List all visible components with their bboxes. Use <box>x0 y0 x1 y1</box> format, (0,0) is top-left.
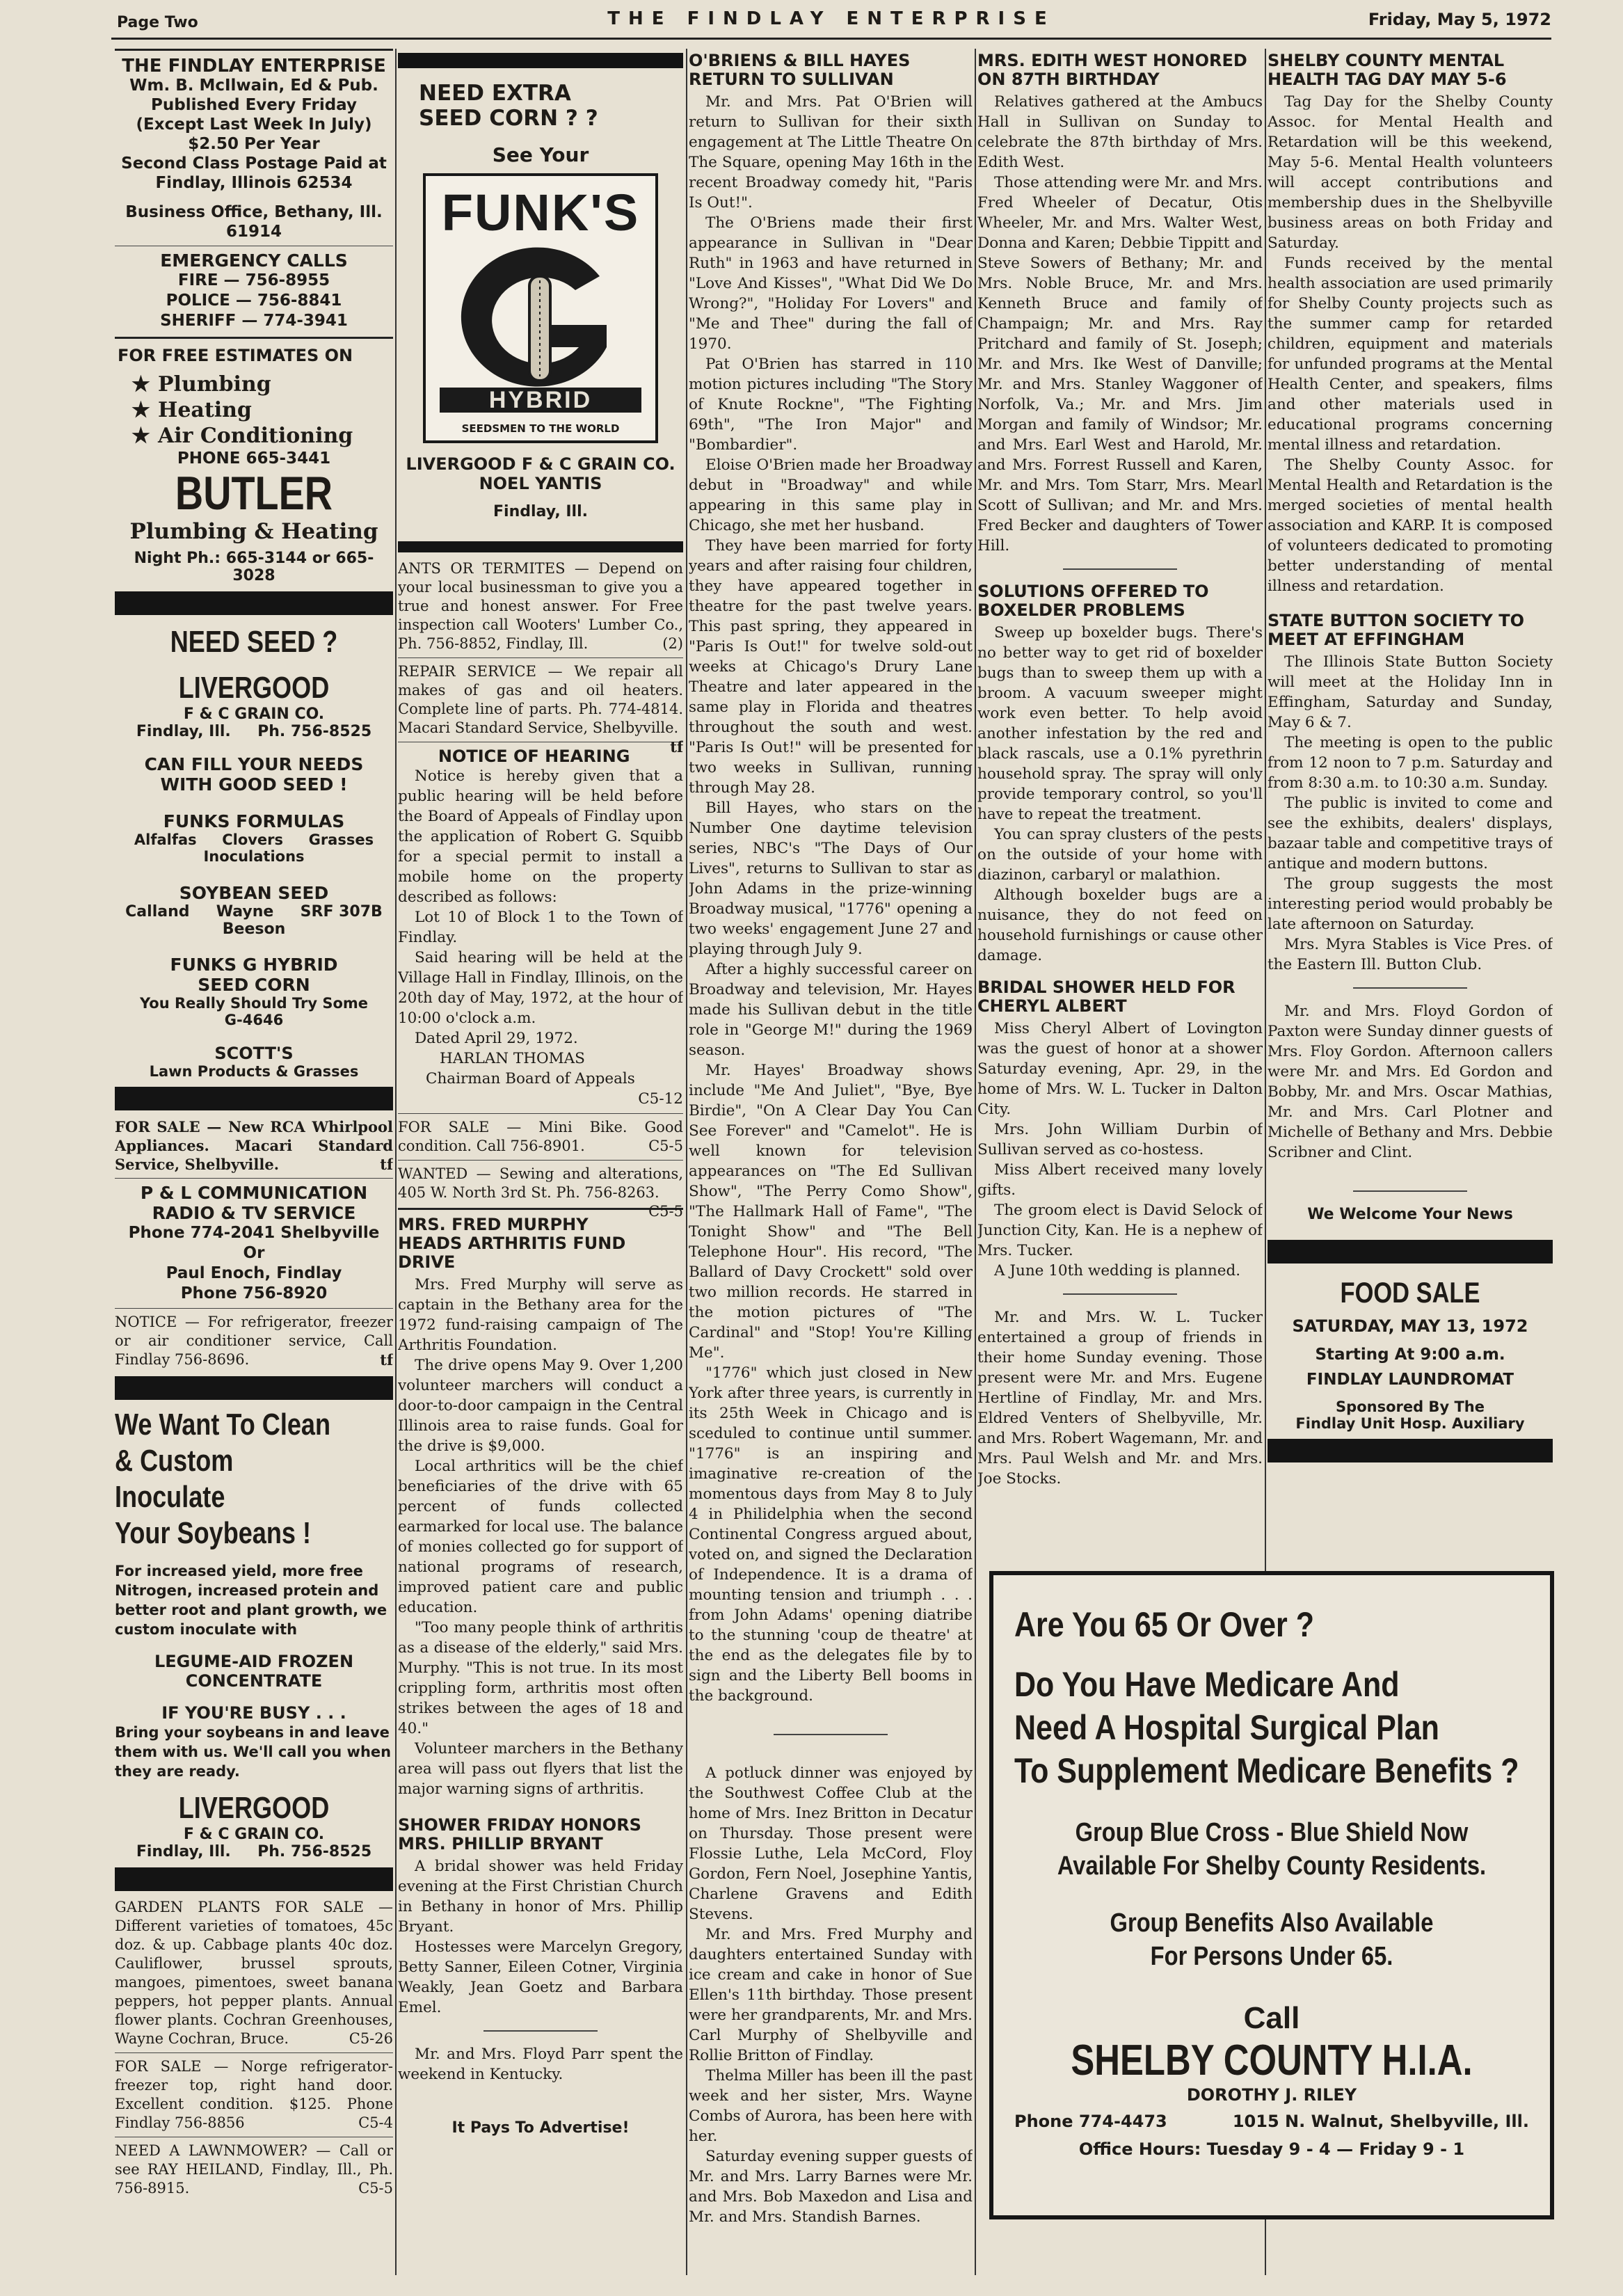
butler-item: ★ Heating <box>131 398 252 422</box>
funk-seed-ad <box>398 81 683 520</box>
article-paragraph: Although boxelder bugs are a nuisance, they do not feed on household furnishings or cause other damage. <box>977 886 1263 964</box>
funk-dealer: LIVERGOOD F & C GRAIN CO. <box>406 454 675 474</box>
star-icon: ★ <box>131 424 150 448</box>
funk-ad-headline-1: NEED EXTRA <box>419 81 571 106</box>
hia-headline-1: Are You 65 Or Over ? <box>1014 1605 1314 1644</box>
arthritis-headline: MRS. FRED MURPHY HEADS ARTHRITIS FUND DRIVE <box>398 1215 626 1272</box>
funks-seed-corn: SEED CORN <box>198 975 310 995</box>
emergency-title: EMERGENCY CALLS <box>160 250 348 271</box>
hearing-title: NOTICE OF HEARING <box>438 747 630 766</box>
hia-headline-2: Do You Have Medicare And <box>1014 1665 1400 1704</box>
funks-logo-text: FUNK'S <box>441 184 640 241</box>
article-paragraph: Those attending were Mr. and Mrs. Fred Wheeler of Decatur, Otis Wheeler, Mr. and Mrs. Walter West, Donna and Karen; Debbie Tippitt and Steve Sowers of Bethany; Mr. and Mrs. Noble Bruce, Mr. and Mrs. Kenneth Bruce and family of Champaign; Mr. and Mrs. Ray Pritchard and family of St. Joseph; Mr. and Mrs. Ike West of Danville; Mr. and Mrs. Stanley Waggoner of Norfolk, Va.; Mr. and Mrs. Jim Morgan and family of Windsor; Mr. and Mrs. Earl West and Harold, Mr. and Mrs. Forrest Russell and Karen, Mr. and Mrs. Tom Starr, Mrs. Mearl Scott of Sullivan; and Mr. and Mrs. Fred Becker and daughters of Tower Hill. <box>977 174 1263 555</box>
boxelder-headline: SOLUTIONS OFFERED TO BOXELDER PROBLEMS <box>977 582 1209 620</box>
butler-name: BUTLER <box>175 467 333 520</box>
article-paragraph: Eloise O'Brien made her Broadway debut in "Broadway" and while appearing in this same play in Chicago, she met her husband. <box>689 456 973 534</box>
police-number: POLICE — 756-8841 <box>166 292 342 310</box>
butler-phone: PHONE 665-3441 <box>177 449 331 468</box>
tag-day-article <box>1268 51 1553 596</box>
funks-g-logo <box>423 173 658 443</box>
article-paragraph: The public is invited to come and see the exhibits, dealers' displays, bazaar table and competitive trays of antique and modern buttons. <box>1268 795 1553 872</box>
food-sale-time: Starting At 9:00 a.m. <box>1315 1346 1505 1364</box>
classified-termites: ANTS OR TERMITES — Depend on your local businessman to give you a true and honest answer. For Free inspection call Wooters' Lumber Co., Ph. 756-8852, Findlay, Ill. (2) <box>398 560 683 652</box>
article-paragraph: The O'Briens made their first appearance in Sullivan in "Dear Ruth" in 1963 and have returned in "Love And Kisses", "What Did We Do Wrong?", "Holiday For Lovers" and "Me and Thee" during the fall of 1970. <box>689 214 973 353</box>
seed-co: F & C GRAIN CO. <box>183 705 325 723</box>
arthritis-article <box>398 1215 683 1799</box>
publication-schedule: Published Every Friday <box>151 96 357 114</box>
article-paragraph: A bridal shower was held Friday evening at the First Christian Church in Bethany in honor of Mrs. Phillip Bryant. <box>398 1858 683 1936</box>
soybean-inoculate-ad <box>115 1407 393 1860</box>
west-headline: MRS. EDITH WEST HONORED ON 87TH BIRTHDAY <box>977 51 1247 89</box>
pl-communication-ad <box>115 1183 393 1304</box>
business-office: Business Office, Bethany, Ill. 61914 <box>125 203 383 241</box>
column-2 <box>398 49 683 2282</box>
tucker-item: Mr. and Mrs. W. L. Tucker entertained a group of friends in their home Sunday evening. Those present were Mr. and Mrs. Eugene Hertline of Findlay, Mr. and Mrs. Eldred Venters of Shelbyville, Mr. and Mrs. Robert Wagemann, Mr. and Mrs. Paul Welsh and Mr. and Mrs. Joe Stocks. <box>977 1309 1263 1488</box>
classified-repair: REPAIR SERVICE — We repair all makes of gas and oil heaters. Complete line of parts. Ph. 774-4814. Macari Standard Service, Shelbyville. tf <box>398 663 683 756</box>
pl-phone-1: Phone 774-2041 Shelbyville <box>128 1224 380 1242</box>
west-birthday-article <box>977 51 1263 556</box>
seed-fill-2: WITH GOOD SEED ! <box>160 774 348 795</box>
editors: Wm. B. McIlwain, Ed & Pub. <box>129 77 378 95</box>
funks-g-icon <box>443 236 638 403</box>
seed-title: NEED SEED ? <box>170 625 338 659</box>
article-paragraph: Funds received by the mental health association are used primarily for Shelby County projects such as the summer camp for retarded children, equipment and materials for unfunded programs at the Mental Health Center, and speakers, films and other materials used in educational programs concerning mental illness and retardation. <box>1268 255 1553 454</box>
article-paragraph: Mr. and Mrs. Pat O'Brien will return to Sullivan for their sixth engagement at The Little Theatre On The Square, opening May 16th in the recent Broadway comedy hit, "Paris Is Out!". <box>689 93 973 212</box>
article-paragraph: Miss Albert received many lovely gifts. <box>977 1161 1263 1199</box>
article-paragraph: Local arthritics will be the chief beneficiaries of the drive with 65 percent of funds collected earmarked for local use. The balance of monies collected go for support of national programs of research, improved patient care and public education. <box>398 1458 683 1616</box>
divider-bar <box>115 591 393 615</box>
article-paragraph: The Shelby County Assoc. for Mental Health and Retardation is the merged societies of mental health association and KARP. It is composed of volunteers dedicated to promoting better understanding of mental illness and retardation. <box>1268 456 1553 595</box>
boxelder-article <box>977 582 1263 966</box>
issue-date: Friday, May 5, 1972 <box>1368 10 1551 29</box>
hearing-date: Dated April 29, 1972. <box>415 1030 578 1047</box>
funk-ad-see-your: See Your <box>492 143 589 166</box>
article-paragraph: The meeting is open to the public from 12 noon to 7 p.m. Saturday and from 8:30 a.m. to 10:30 a.m. Sunday. <box>1268 734 1553 792</box>
article-paragraph: Mrs. John William Durbin of Sullivan served as co-hostess. <box>977 1121 1263 1158</box>
column-1 <box>115 49 393 2282</box>
scotts: SCOTT'S <box>214 1044 294 1063</box>
classified-rca: FOR SALE — New RCA Whirlpool Appliances. Macari Standard Service, Shelbyville. tf <box>115 1118 393 1173</box>
butler-intro: FOR FREE ESTIMATES ON <box>118 346 353 365</box>
bryant-headline: SHOWER FRIDAY HONORS MRS. PHILLIP BRYANT <box>398 1815 641 1853</box>
funks-hybrid: FUNKS G HYBRID <box>170 955 338 975</box>
hearing-signature-title: Chairman Board of Appeals <box>426 1070 635 1087</box>
tag-day-headline: SHELBY COUNTY MENTAL HEALTH TAG DAY MAY 5-6 <box>1268 51 1507 89</box>
funks-try-some: You Really Should Try Some <box>140 995 368 1012</box>
obrien-article <box>689 51 973 1706</box>
notice-of-hearing <box>398 747 683 1109</box>
article-paragraph: Tag Day for the Shelby County Assoc. for Mental Health and Retardation will be this weekend, May 5-6. Mental Health volunteers will accept contributions and membership dues in the Shelbyville business areas on both Friday and Saturday. <box>1268 93 1553 252</box>
welcome-news: We Welcome Your News <box>1307 1206 1513 1223</box>
food-sale-place: FINDLAY LAUNDROMAT <box>1306 1371 1514 1389</box>
hia-ad <box>989 1571 1554 2219</box>
butler-night-phone: Night Ph.: 665-3144 or 665-3028 <box>134 550 374 584</box>
funks-variety: G-4646 <box>224 1012 284 1028</box>
seed-formulas: FUNKS FORMULAS <box>163 811 345 831</box>
funks-slogan: SEEDSMEN TO THE WORLD <box>461 422 620 435</box>
article-paragraph: "Too many people think of arthritis as a disease of the elderly," said Mrs. Murphy. "This is not true. In its most crippling form, arthritis most often strikes between the ages of 18 and 40." <box>398 1619 683 1737</box>
button-society-article <box>1268 612 1553 975</box>
funks-hybrid-band: HYBRID <box>440 388 641 413</box>
soy-ad-headline-1: We Want To Clean <box>115 1408 331 1442</box>
divider-bar <box>398 53 683 68</box>
hia-hours: Office Hours: Tuesday 9 - 4 — Friday 9 - 1 <box>1078 2139 1465 2159</box>
seed-company: LIVERGOOD <box>178 671 330 705</box>
star-icon: ★ <box>131 398 150 422</box>
funk-ad-headline-2: SEED CORN ? ? <box>419 106 598 131</box>
divider-bar <box>115 1087 393 1110</box>
hearing-signature: HARLAN THOMAS <box>440 1050 585 1067</box>
albert-headline: BRIDAL SHOWER HELD FOR CHERYL ALBERT <box>977 978 1236 1016</box>
bryant-shower-article <box>398 1816 683 2018</box>
star-icon: ★ <box>131 372 150 397</box>
classified-minibike: FOR SALE — Mini Bike. Good condition. Call 756-8901. C5-5 <box>398 1119 683 1154</box>
seed-phone: Findlay, Ill. Ph. 756-8525 <box>136 723 372 740</box>
article-paragraph: They have been married for forty years and after raising four children, they have appeared together in theatre for the past twelve years. This past spring, they appeared in "Paris Is Out!" for twelve sold-out weeks at Chicago's Drury Lane Theatre and later appeared in the same play in Florida and theatres throughout the south and west. "Paris Is Out!" will be presented for two weeks in Sullivan, running through May 28. <box>689 537 973 797</box>
classified-lawnmower: NEED A LAWNMOWER? — Call or see RAY HEILAND, Findlay, Ill., Ph. 756-8915. C5-5 <box>115 2142 393 2197</box>
obrien-headline: O'BRIENS & BILL HAYES RETURN TO SULLIVAN <box>689 51 911 89</box>
article-paragraph: Volunteer marchers in the Bethany area will pass out flyers that list the major warning signs of arthritis. <box>398 1740 683 1798</box>
article-paragraph: "1776" which just closed in New York after three years, is currently in its 25th Week in Chicago and is sceduled to continue until summer. "1776" is an inspiring and imaginative re-creation of the momentous days from May 8 to July 4 in Philidelphia when the second Continental Congress argued about, voted on, and signed the Declaration of Independence. It is a drama of mounting tension and triumph . . . from John Adams' opening diatribe to the stunning 'coup de theatre' at the end as the delegates file by to sign and the Liberty Bell booms in the background. <box>689 1364 973 1705</box>
soy-ad-headline-2: & Custom Inoculate <box>115 1444 234 1514</box>
hia-headline-4: To Supplement Medicare Benefits ? <box>1014 1751 1519 1790</box>
soy-ad-busy-body: Bring your soybeans in and leave them with us. We'll call you when they are ready. <box>115 1724 392 1780</box>
article-paragraph: After a highly successful career on Broadway and television, Mr. Hayes made his Sullivan debut in the title role in "George M!" during the 1969 season. <box>689 961 973 1059</box>
article-paragraph: Sweep up boxelder bugs. There's no better way to get rid of boxelder bugs than to sweep them up with a broom. A vacuum sweeper might work even better. To help avoid another infestation by the red and black rascals, use a 0.1% pyrethrin household spray. The spray will only provide temporary control, so you'll have to repeat the treatment. <box>977 624 1263 823</box>
pl-title: P & L COMMUNICATION <box>140 1183 368 1203</box>
hearing-paragraph: Notice is hereby given that a public hearing will be held before the Board of Appeals of Findlay upon the application of Robert G. Squibb for a special permit to install a mobile home on the property described as follows: <box>398 767 683 906</box>
paper-name: THE FINDLAY ENTERPRISE <box>607 8 1055 29</box>
article-paragraph: Pat O'Brien has starred in 110 motion pictures including "The Story of Knute Rockne", "The Fighting 69th", "The Iron Major" and "Bombardier". <box>689 356 973 454</box>
article-paragraph: Hostesses were Marcelyn Gregory, Betty Sanner, Eileen Cotner, Virginia Weakly, Jean Goetz and Barbara Emel. <box>398 1938 683 2016</box>
parr-item: Mr. and Mrs. Floyd Parr spent the weekend in Kentucky. <box>398 2046 683 2083</box>
emergency-box <box>115 250 393 331</box>
soybean-beeson: Beeson <box>222 920 286 938</box>
divider <box>1063 568 1177 570</box>
hia-sub-4: For Persons Under 65. <box>1150 1942 1393 1971</box>
murphy-birthday-item: Mr. and Mrs. Fred Murphy and daughters entertained Sunday with ice cream and cake in honor of Sue Ellen's 11th birthday. Those present were her grandparents, Mr. and Mrs. Carl Murphy of Shelbyville and Rollie Britton of Findlay. <box>689 1926 973 2064</box>
scotts-products: Lawn Products & Grasses <box>149 1063 359 1080</box>
soy-ad-company: LIVERGOOD <box>178 1791 330 1825</box>
hia-phone: Phone 774-4473 <box>1014 2112 1167 2131</box>
hia-call: Call <box>1243 2001 1300 2035</box>
classified-fridge-service: NOTICE — For refrigerator, freezer or air conditioner service, Call Findlay 756-8696. tf <box>115 1314 393 1369</box>
soy-ad-busy: IF YOU'RE BUSY . . . <box>161 1703 346 1723</box>
hia-name: SHELBY COUNTY H.I.A. <box>1071 2036 1473 2084</box>
soy-ad-body: For increased yield, more free Nitrogen, increased protein and better root and plant growth, we custom inoculate with <box>115 1563 387 1638</box>
publisher-box <box>115 56 393 241</box>
article-paragraph: You can spray clusters of the pests on the outside of your home with diazinon, carbaryl or malathion. <box>977 826 1263 884</box>
article-paragraph: The groom elect is David Selock of Junction City, Kan. He is a nephew of Mrs. Tucker. <box>977 1202 1263 1259</box>
butler-item: ★ Air Conditioning <box>131 424 353 448</box>
soy-ad-headline-3: Your Soybeans ! <box>115 1516 312 1550</box>
divider <box>1063 1293 1177 1295</box>
advertise-slogan: It Pays To Advertise! <box>451 2119 630 2137</box>
livergood-seed-ad <box>115 625 393 1080</box>
article-paragraph: The Illinois State Button Society will meet at the Holiday Inn in Effingham, Saturday and Sunday, May 6 & 7. <box>1268 653 1553 731</box>
column-rule <box>686 49 687 2275</box>
soybean-varieties: Calland Wayne SRF 307B <box>125 903 383 920</box>
article-paragraph: Bill Hayes, who stars on the Number One daytime television series, NBC's "The Days of Our Lives", returns to Sullivan to star as John Adams in the prize-winning Broadway musical, "1776" opening a two weeks' engagement June 27 and playing through July 9. <box>689 799 973 958</box>
classified-norge: FOR SALE — Norge refrigerator-freezer top, right hand door. Excellent condition. $125. Phone Findlay 756-8856 C5-4 <box>115 2058 393 2131</box>
hia-sub-3: Group Benefits Also Available <box>1110 1908 1434 1938</box>
pl-phone-2: Phone 756-8920 <box>180 1284 328 1302</box>
hia-contact: DOROTHY J. RILEY <box>1186 2085 1357 2105</box>
article-paragraph: The drive opens May 9. Over 1,200 volunteer marchers will conduct a door-to-door campaign in the Central Illinois area to raise funds. Goal for the drive is $9,000. <box>398 1357 683 1455</box>
article-paragraph: Miss Cheryl Albert of Lovington was the guest of honor at a shower Saturday evening, Apr. 29, in the home of Mrs. W. L. Tucker in Dalton City. <box>977 1020 1263 1118</box>
seed-formulas-items: Alfalfas Clovers Grasses <box>134 831 374 848</box>
soy-ad-product-2: CONCENTRATE <box>185 1671 323 1691</box>
soy-ad-co: F & C GRAIN CO. <box>183 1826 325 1843</box>
article-paragraph: A June 10th wedding is planned. <box>994 1262 1241 1279</box>
column-rule <box>975 49 976 2275</box>
masthead <box>111 4 1551 40</box>
food-sale-sponsor: Sponsored By The <box>1336 1398 1485 1415</box>
publication-exception: (Except Last Week In July) <box>136 115 372 134</box>
hearing-paragraph: Lot 10 of Block 1 to the Town of Findlay. <box>398 909 683 946</box>
article-paragraph: Relatives gathered at the Ambucs Hall in Sullivan on Sunday to celebrate the 87th birthday of Mrs. Edith West. <box>977 93 1263 171</box>
classified-sewing: WANTED — Sewing and alterations, 405 W. North 3rd St. Ph. 756-8263. C5-5 <box>398 1165 683 1220</box>
hia-headline-3: Need A Hospital Surgical Plan <box>1014 1708 1439 1747</box>
article-paragraph: Mrs. Myra Stables is Vice Pres. of the Eastern Ill. Button Club. <box>1268 936 1553 973</box>
divider <box>1353 1190 1467 1192</box>
button-society-headline: STATE BUTTON SOCIETY TO MEET AT EFFINGHAM <box>1268 611 1525 649</box>
butler-item: ★ Plumbing <box>131 372 271 397</box>
sheriff-number: SHERIFF — 774-3941 <box>160 312 348 330</box>
funk-dealer-town: Findlay, Ill. <box>493 503 588 520</box>
funk-dealer-name: NOEL YANTIS <box>479 474 602 493</box>
pl-or: Or <box>243 1244 265 1262</box>
divider-bar <box>115 1376 393 1400</box>
hia-sub-2: Available For Shelby County Residents. <box>1057 1851 1487 1881</box>
article-paragraph: Mr. Hayes' Broadway shows include "Me And Juliet", "Bye, Bye Birdie", "On A Clear Day You Can See Forever" and "Camelot". He is well known for television appearances on "The Ed Sullivan Show", "The Perry Como Show", "The Hallmark Hall of Fame", "The Tonight Show" and "The Bell Telephone Hour". His record, "The Ballard of Davy Crockett" sold over two million records. He starred in the motion pictures of "The Cardinal" and "Stop! You're Killing Me". <box>689 1062 973 1362</box>
divider-bar <box>1268 1439 1553 1462</box>
classified-garden-plants: GARDEN PLANTS FOR SALE — Different varieties of tomatoes, 45c doz. & up. Cabbage plants 40c doz. Cauliflower, brussel sprouts, mangoes, pimentoes, sweet banana peppers, hot pepper plants. Annual flower plants. Cochran Greenhouses, Wayne Cochran, Bruce. C5-26 <box>115 1899 393 2047</box>
albert-shower-article <box>977 978 1263 1281</box>
food-sale-date: SATURDAY, MAY 13, 1972 <box>1292 1316 1528 1336</box>
article-paragraph: The group suggests the most interesting period would probably be late afternoon on Saturday. <box>1268 875 1553 933</box>
divider-bar <box>1268 1240 1553 1263</box>
divider-bar <box>398 541 683 552</box>
postage-location: Findlay, Illinois 62534 <box>155 174 353 192</box>
butler-tagline: Plumbing & Heating <box>129 519 378 544</box>
divider <box>1353 987 1467 989</box>
barnes-item: Saturday evening supper guests of Mr. and Mrs. Larry Barnes were Mr. and Mrs. Bob Maxedon and Lisa and Mr. and Mrs. Standish Barnes. <box>689 2148 973 2226</box>
divider-bar <box>115 1867 393 1891</box>
article-paragraph: Mrs. Fred Murphy will serve as captain in the Bethany area for the 1972 fund-raising campaign of The Arthritis Foundation. <box>398 1276 683 1354</box>
column-rule <box>395 49 397 2275</box>
hia-address: 1015 N. Walnut, Shelbyville, Ill. <box>1232 2112 1529 2131</box>
hearing-code: C5-12 <box>638 1090 683 1108</box>
divider <box>774 1734 887 1735</box>
food-sale-sponsor-name: Findlay Unit Hosp. Auxiliary <box>1295 1415 1525 1432</box>
page-number: Page Two <box>117 14 198 31</box>
hearing-paragraph: Said hearing will be held at the Village Hall in Findlay, Illinois, on the 20th day of May, 1972, at the hour of 10:00 o'clock a.m. <box>398 949 683 1027</box>
pl-name-2: Paul Enoch, Findlay <box>166 1264 342 1282</box>
postage-line: Second Class Postage Paid at <box>121 154 387 173</box>
food-sale-ad <box>1268 1276 1553 1432</box>
soy-ad-product: LEGUME-AID FROZEN <box>154 1652 354 1671</box>
subscription-price: $2.50 Per Year <box>188 135 320 153</box>
hia-phone-row <box>1014 2112 1529 2132</box>
divider <box>483 2030 598 2032</box>
column-3 <box>689 49 973 2282</box>
potluck-item: A potluck dinner was enjoyed by the Southwest Coffee Club at the home of Mrs. Inez Britton in Decatur on Thursday. Those present were Flossie Luthe, Lela McCord, Floy Gordon, Fern Noel, Josephine Yantis, Charlene Gravens and Edith Stevens. <box>689 1764 973 1923</box>
butler-ad <box>115 346 393 584</box>
soy-ad-phone: Findlay, Ill. Ph. 756-8525 <box>136 1843 372 1860</box>
seed-fill-1: CAN FILL YOUR NEEDS <box>144 754 364 774</box>
pl-service: RADIO & TV SERVICE <box>152 1203 356 1223</box>
food-sale-title: FOOD SALE <box>1340 1276 1480 1309</box>
miller-item: Thelma Miller has been ill the past week and her sister, Mrs. Wayne Combs of Aurora, has been here with her. <box>689 2067 973 2145</box>
hia-sub-1: Group Blue Cross - Blue Shield Now <box>1075 1818 1469 1847</box>
seed-inoculations: Inoculations <box>203 848 305 865</box>
fire-number: FIRE — 756-8955 <box>177 271 330 289</box>
soybean-seed: SOYBEAN SEED <box>179 883 329 903</box>
gordon-item: Mr. and Mrs. Floyd Gordon of Paxton were Sunday dinner guests of Mrs. Floy Gordon. Afternoon callers were Mr. and Mrs. Ed Gordon and Bobby, Mr. and Mrs. Oscar Mathias, Mr. and Mrs. Carl Plotner and Michelle of Bethany and Mrs. Debbie Scribner and Clint. <box>1268 1003 1553 1161</box>
publisher-title: THE FINDLAY ENTERPRISE <box>122 56 386 77</box>
